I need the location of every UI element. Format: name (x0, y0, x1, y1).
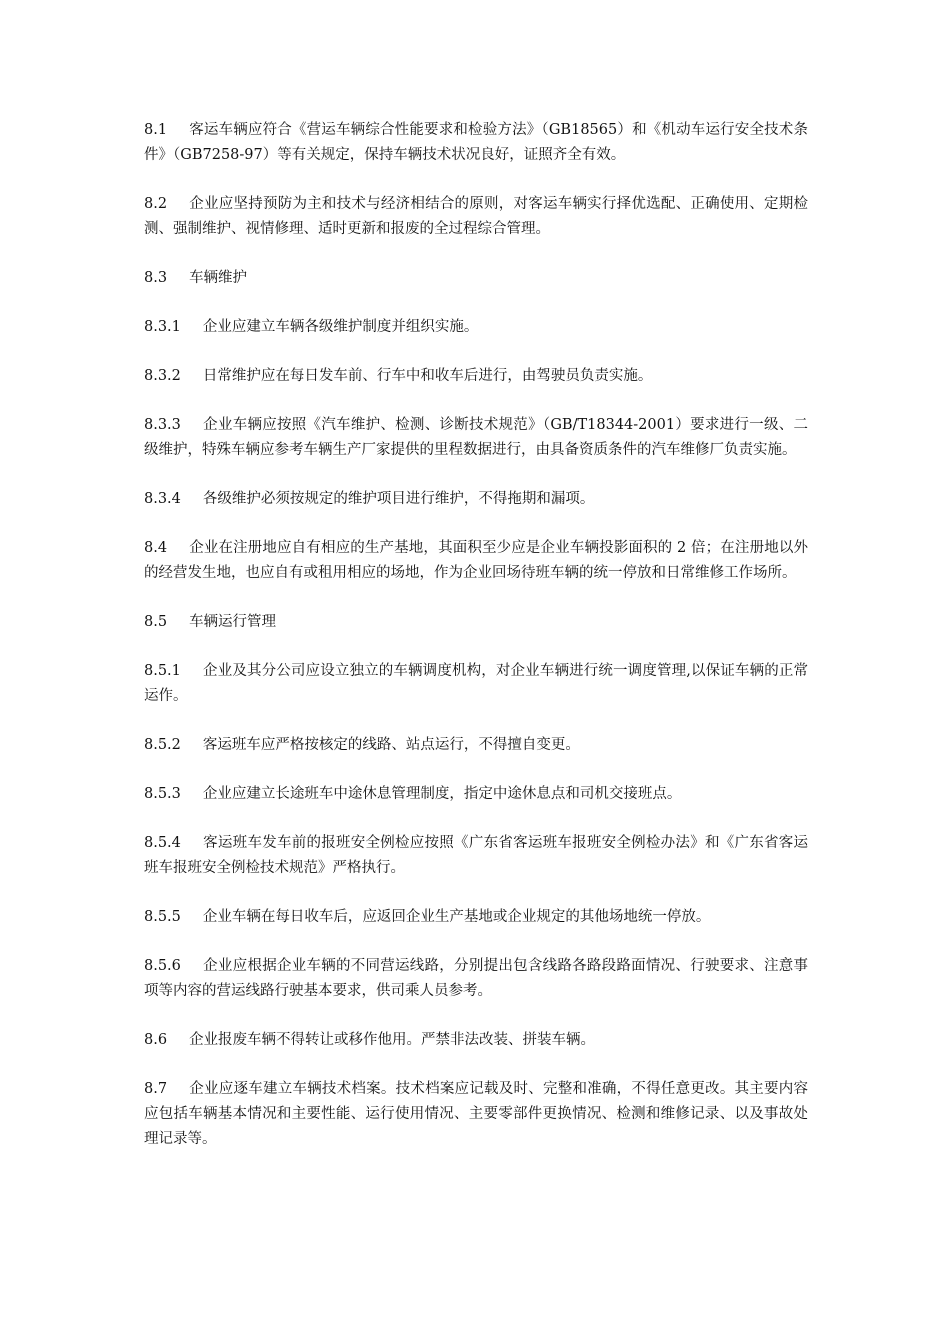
section-number: 8.3.1 (144, 319, 181, 335)
paragraph-8-5-1 (144, 659, 808, 709)
paragraph-text: 客运车辆应符合《营运车辆综合性能要求和检验方法》（GB18565）和《机动车运行安全技术条件》（GB7258-97）等有关规定，保持车辆技术状况良好，证照齐全有效。 (144, 122, 808, 163)
paragraph-text: 企业应建立长途班车中途休息管理制度，指定中途休息点和司机交接班点。 (202, 786, 682, 802)
paragraph-8-3-4 (144, 487, 808, 512)
paragraph-text: 企业车辆在每日收车后，应返回企业生产基地或企业规定的其他场地统一停放。 (202, 909, 711, 925)
paragraph-8-3-3 (144, 413, 808, 463)
section-number: 8.3.4 (144, 491, 181, 507)
section-number: 8.6 (144, 1032, 168, 1048)
paragraph-text: 客运班车发车前的报班安全例检应按照《广东省客运班车报班安全例检办法》和《广东省客运班车报班安全例检技术规范》严格执行。 (144, 835, 808, 876)
paragraph-8-5-5 (144, 905, 808, 930)
section-number: 8.3.3 (144, 417, 181, 433)
section-number: 8.5 (144, 614, 168, 630)
paragraph-8-6 (144, 1028, 808, 1053)
section-number: 8.4 (144, 540, 168, 556)
section-number: 8.3 (144, 270, 168, 286)
paragraph-8-2 (144, 192, 808, 242)
paragraph-text: 各级维护必须按规定的维护项目进行维护，不得拖期和漏项。 (202, 491, 595, 507)
section-number: 8.7 (144, 1081, 168, 1097)
section-heading-8-3 (144, 266, 808, 291)
section-number: 8.1 (144, 122, 168, 138)
section-number: 8.5.1 (144, 663, 181, 679)
section-number: 8.5.5 (144, 909, 181, 925)
paragraph-8-1 (144, 118, 808, 168)
paragraph-8-5-4 (144, 831, 808, 881)
section-heading-text: 车辆运行管理 (189, 614, 277, 630)
paragraph-text: 企业车辆应按照《汽车维护、检测、诊断技术规范》（GB/T18344-2001）要求进行一级、二级维护，特殊车辆应参考车辆生产厂家提供的里程数据进行，由具备资质条件的汽车维修厂负责实施。 (144, 417, 808, 458)
section-number: 8.5.6 (144, 958, 181, 974)
paragraph-text: 企业应根据企业车辆的不同营运线路，分别提出包含线路各路段路面情况、行驶要求、注意事项等内容的营运线路行驶基本要求，供司乘人员参考。 (144, 958, 808, 999)
paragraph-8-3-2 (144, 364, 808, 389)
section-number: 8.5.3 (144, 786, 181, 802)
paragraph-text: 企业应建立车辆各级维护制度并组织实施。 (202, 319, 479, 335)
section-heading-8-5 (144, 610, 808, 635)
paragraph-8-3-1 (144, 315, 808, 340)
section-number: 8.2 (144, 196, 168, 212)
paragraph-8-7 (144, 1077, 808, 1152)
paragraph-text: 企业应坚持预防为主和技术与经济相结合的原则，对客运车辆实行择优选配、正确使用、定期检测、强制维护、视情修理、适时更新和报废的全过程综合管理。 (144, 196, 808, 237)
paragraph-text: 企业应逐车建立车辆技术档案。技术档案应记载及时、完整和准确，不得任意更改。其主要内容应包括车辆基本情况和主要性能、运行使用情况、主要零部件更换情况、检测和维修记录、以及事故处理记录等。 (144, 1081, 808, 1147)
section-number: 8.3.2 (144, 368, 181, 384)
paragraph-text: 企业报废车辆不得转让或移作他用。严禁非法改装、拼装车辆。 (189, 1032, 596, 1048)
paragraph-text: 企业及其分公司应设立独立的车辆调度机构，对企业车辆进行统一调度管理,以保证车辆的正常运作。 (144, 663, 808, 704)
section-number: 8.5.4 (144, 835, 181, 851)
paragraph-text: 企业在注册地应自有相应的生产基地，其面积至少应是企业车辆投影面积的 2 倍；在注册地以外的经营发生地，也应自有或租用相应的场地，作为企业回场待班车辆的统一停放和日常维修工作场所。 (144, 540, 808, 581)
section-number: 8.5.2 (144, 737, 181, 753)
paragraph-text: 客运班车应严格按核定的线路、站点运行，不得擅自变更。 (202, 737, 580, 753)
paragraph-8-4 (144, 536, 808, 586)
document-body (144, 118, 808, 1176)
paragraph-8-5-2 (144, 733, 808, 758)
paragraph-8-5-6 (144, 954, 808, 1004)
paragraph-8-5-3 (144, 782, 808, 807)
paragraph-text: 日常维护应在每日发车前、行车中和收车后进行，由驾驶员负责实施。 (202, 368, 653, 384)
section-heading-text: 车辆维护 (189, 270, 248, 286)
